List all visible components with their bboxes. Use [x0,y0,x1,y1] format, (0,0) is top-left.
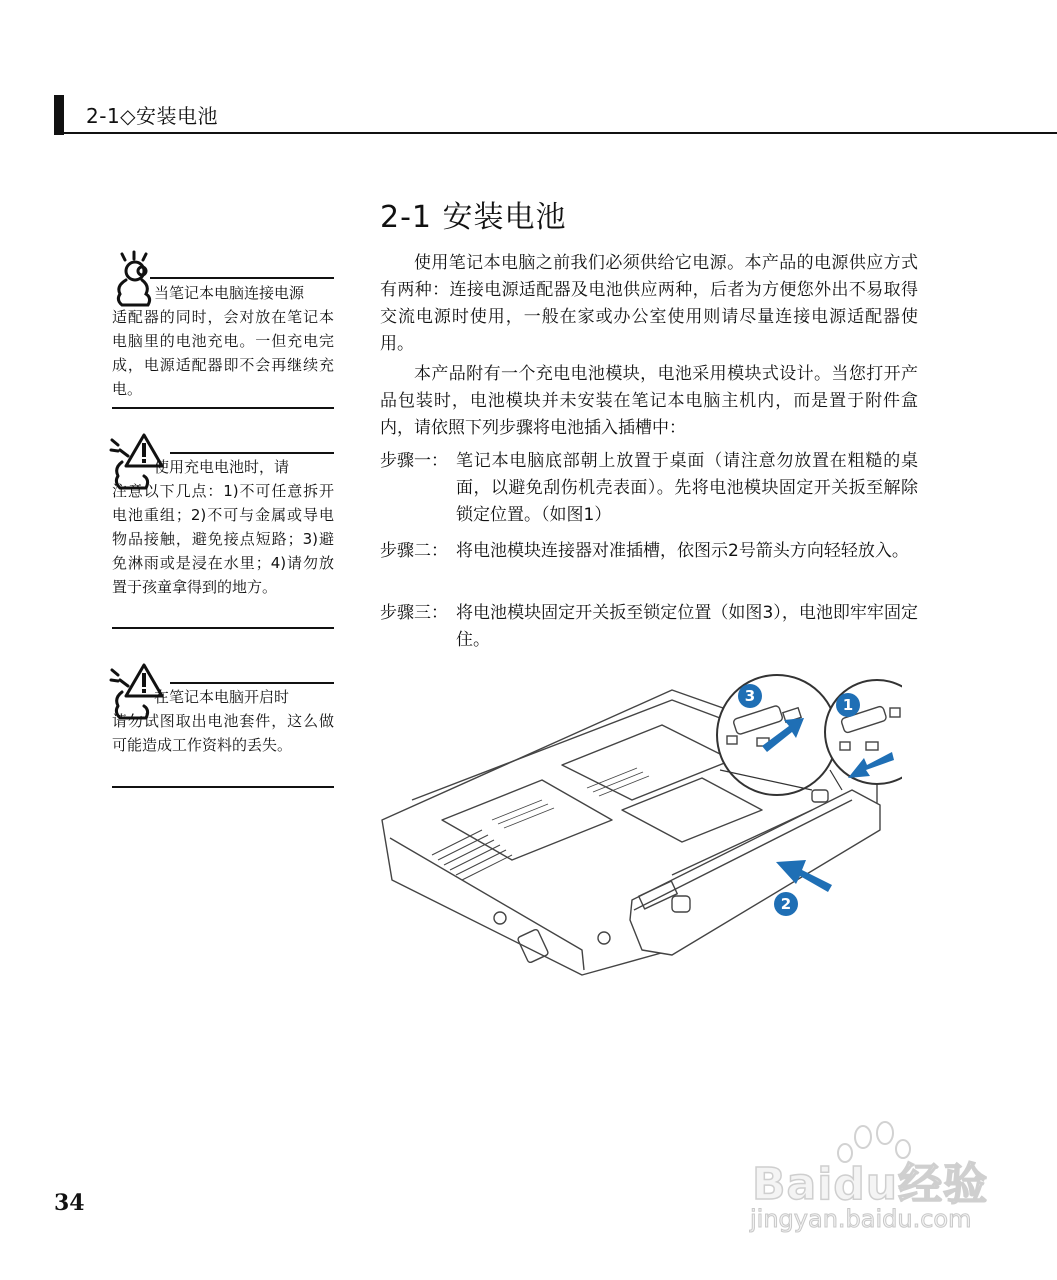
header-rule [64,132,1057,134]
intro-paragraph: 使用笔记本电脑之前我们必须供给它电源。本产品的电源供应方式有两种：连接电源适配器及电池供应两种，后者为方便您外出不易取得交流电源时使用，一般在家或办公室使用则请尽量连接电源适配器使用。 [380,253,918,354]
page-number: 34 [54,1190,85,1216]
step-text: 将电池模块固定开关扳至锁定位置（如图3），电池即牢牢固定住。 [456,603,918,650]
note-first-line: 在笔记本电脑开启时 [154,688,290,706]
callout-1 [836,693,860,717]
callout-number: 2 [780,895,792,913]
note-first-line: 使用充电电池时，请 [154,458,290,476]
note-rule [170,682,334,684]
step-label: 步骤一： [380,451,448,471]
watermark-site: jingyan.baidu.com [750,1205,972,1233]
note-rule [170,452,334,454]
memory-panel [442,780,612,860]
section-label: 2-1◇安装电池 [86,104,219,128]
step-three [380,600,918,654]
note-rule [112,627,334,629]
step-label: 步骤二： [380,541,448,561]
note-text: 适配器的同时，会对放在笔记本电脑里的电池充电。一但充电完成，电源适配器即不会再继续充电。 [112,308,334,398]
note-text: 注意以下几点：1)不可任意拆开电池重组；2)不可与金属或导电物品接触，避免接点短路；3)避免淋雨或是浸在水里；4)请勿放置于孩童拿得到的地方。 [112,482,334,596]
page-title: 2-1 安装电池 [380,200,567,235]
step-text: 将电池模块连接器对准插槽，依图示2号箭头方向轻轻放入。 [456,541,909,561]
note-first-line: 当笔记本电脑连接电源 [154,284,305,302]
battery-installation-illustration [372,670,902,1010]
step-text: 笔记本电脑底部朝上放置于桌面（请注意勿放置在粗糙的桌面，以避免刮伤机壳表面）。先将电池模块固定开关扳至解除锁定位置。（如图1） [456,451,918,525]
note-rule [112,786,334,788]
tip-note [112,281,334,401]
note-rule [112,407,334,409]
callout-number: 1 [842,696,854,714]
callout-3 [738,684,762,708]
removal-warning-note [112,685,334,757]
battery-warning-note [112,455,334,599]
note-text: 请勿试图取出电池套件，这么做可能造成工作资料的丢失。 [112,712,334,754]
note-rule [150,277,334,279]
step-one [380,448,918,529]
header-bar [54,95,64,135]
watermark-brand: Baidu经验 [752,1159,989,1210]
step-two [380,538,918,565]
hdd-panel [562,725,732,800]
step-label: 步骤三： [380,603,448,623]
callout-2 [774,892,798,916]
callout-number: 3 [744,687,756,705]
battery-paragraph: 本产品附有一个充电电池模块，电池采用模块式设计。当您打开产品包装时，电池模块并未安装在笔记本电脑主机内，而是置于附件盒内，请依照下列步骤将电池插入插槽中： [380,364,918,438]
battery-pack [630,790,880,955]
